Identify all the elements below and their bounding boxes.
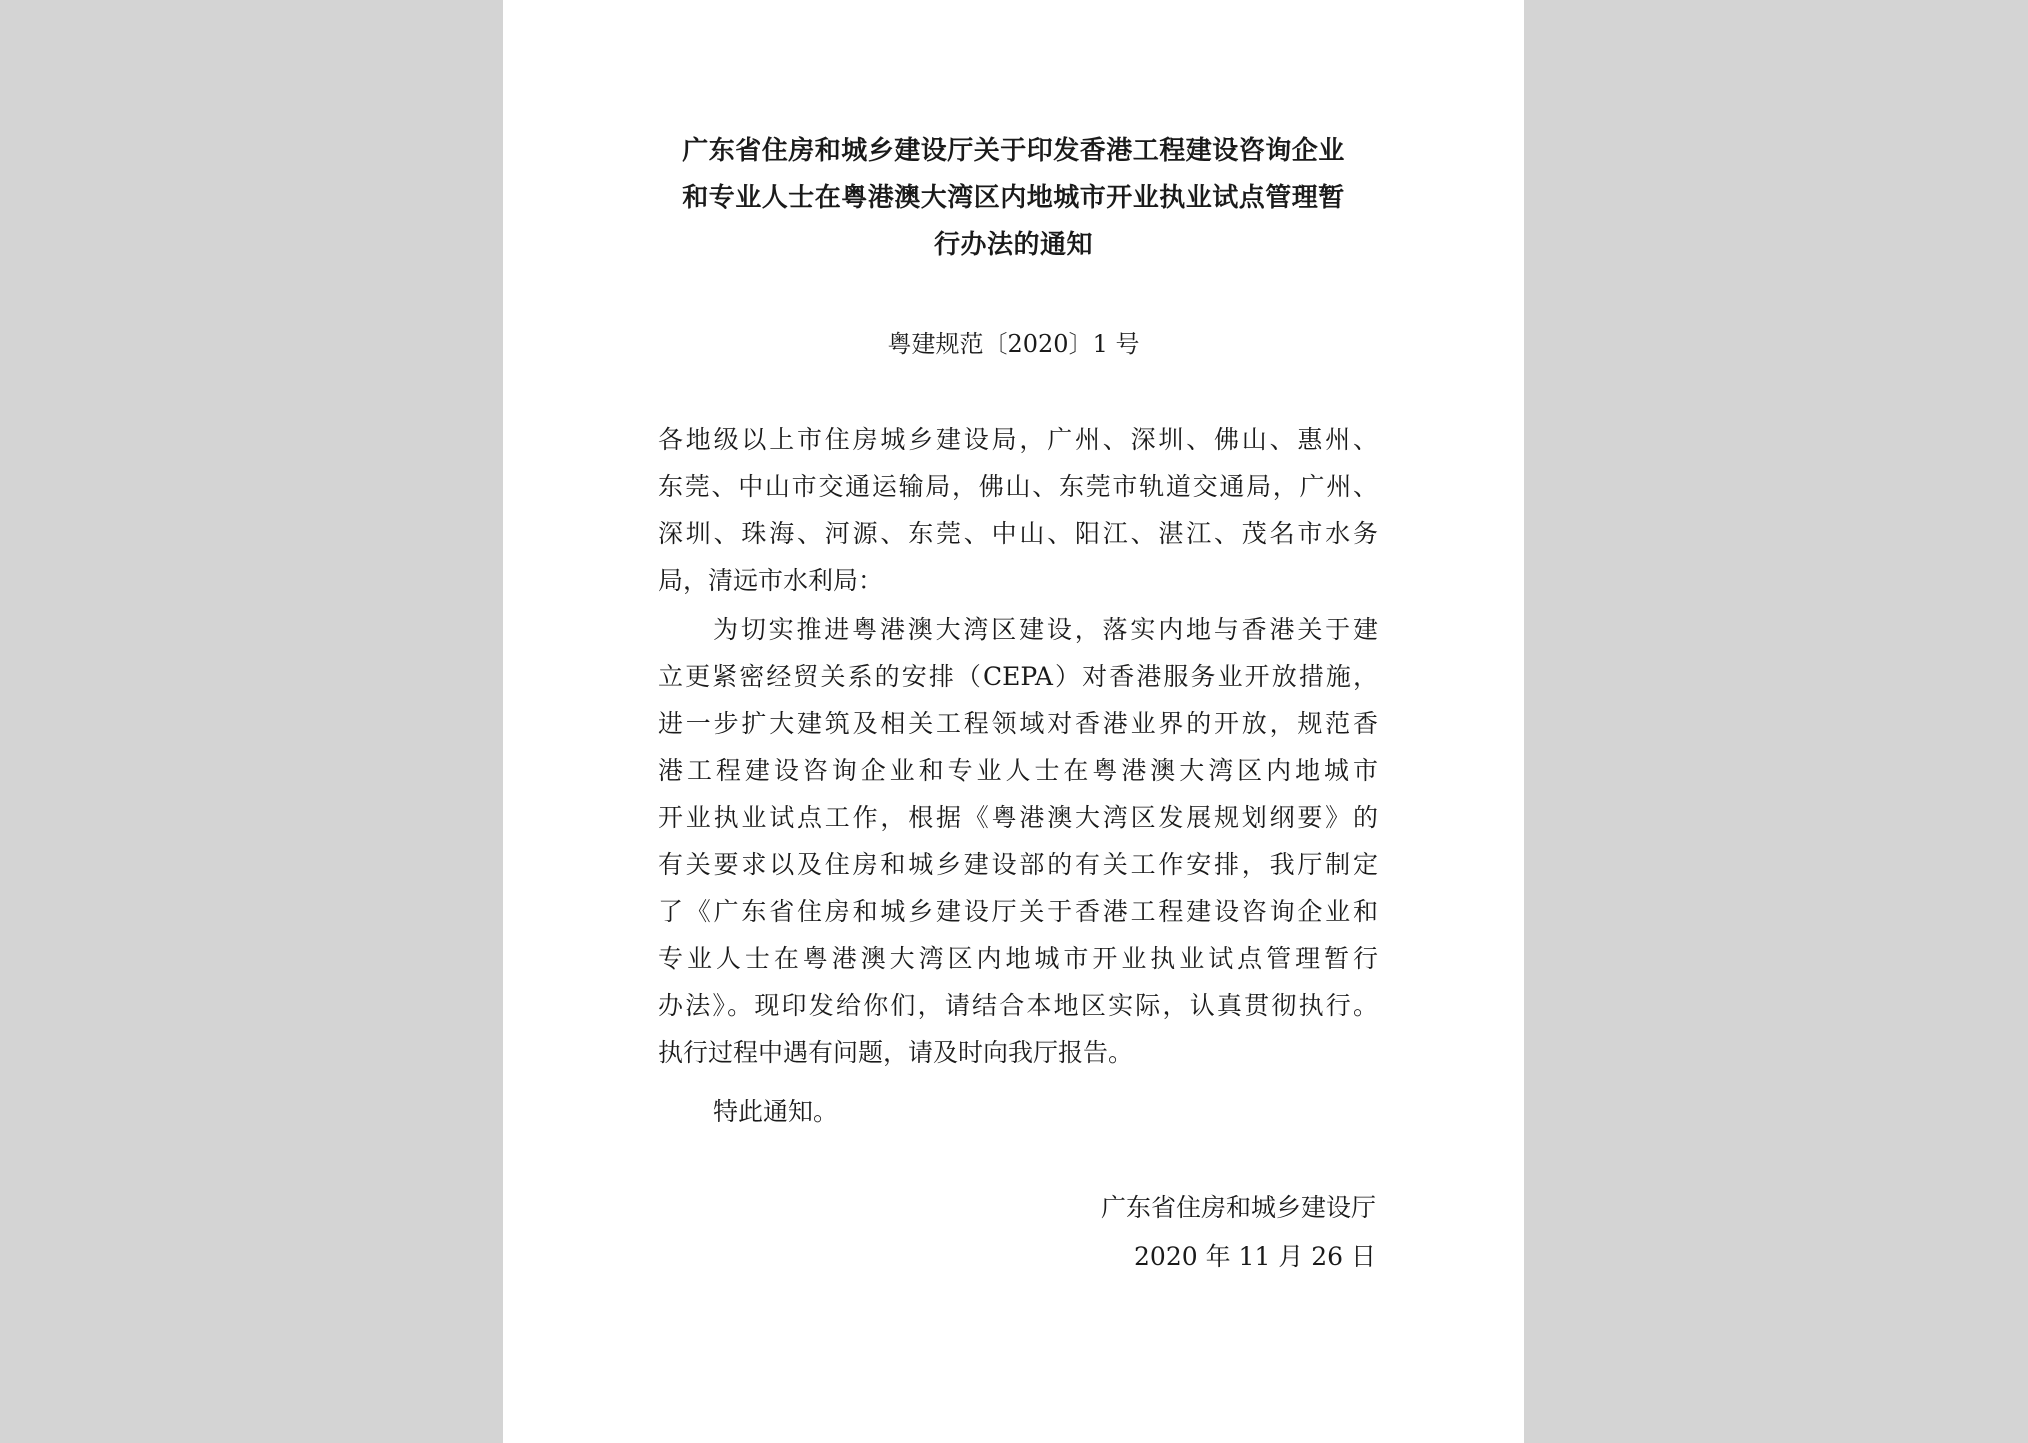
body-line: 港工程建设咨询企业和专业人士在粤港澳大湾区内地城市 [658, 756, 1378, 785]
body-line: 为切实推进粤港澳大湾区建设，落实内地与香港关于建 [713, 615, 1378, 644]
document-number: 粤建规范〔2020〕1 号 [887, 330, 1140, 358]
body-line: 有关要求以及住房和城乡建设部的有关工作安排，我厅制定 [658, 850, 1378, 879]
body-line: 专业人士在粤港澳大湾区内地城市开业执业试点管理暂行 [658, 944, 1378, 973]
signature-organization: 广东省住房和城乡建设厅 [1100, 1193, 1376, 1222]
document-page [503, 0, 1524, 1443]
body-line: 进一步扩大建筑及相关工程领域对香港业界的开放，规范香 [658, 709, 1378, 738]
recipients-line: 深圳、珠海、河源、东莞、中山、阳江、湛江、茂名市水务 [658, 519, 1378, 548]
body-line: 执行过程中遇有问题，请及时向我厅报告。 [658, 1038, 1134, 1067]
title-line: 行办法的通知 [933, 230, 1093, 260]
body-line: 办法》。现印发给你们，请结合本地区实际，认真贯彻执行。 [658, 991, 1378, 1020]
title-line: 和专业人士在粤港澳大湾区内地城市开业执业试点管理暂 [682, 183, 1345, 213]
closing-text: 特此通知。 [713, 1097, 839, 1126]
recipients-line: 各地级以上市住房城乡建设局，广州、深圳、佛山、惠州、 [658, 425, 1378, 454]
signature-date: 2020 年 11 月 26 日 [1134, 1242, 1376, 1271]
recipients-line: 东莞、中山市交通运输局，佛山、东莞市轨道交通局，广州、 [658, 472, 1378, 501]
document-title [503, 128, 1524, 269]
body-line: 了《广东省住房和城乡建设厅关于香港工程建设咨询企业和 [658, 897, 1378, 926]
title-line: 广东省住房和城乡建设厅关于印发香港工程建设咨询企业 [682, 136, 1345, 166]
body-line: 立更紧密经贸关系的安排（CEPA）对香港服务业开放措施， [658, 662, 1378, 691]
recipients-line: 局，清远市水利局： [658, 566, 884, 595]
body-line: 开业执业试点工作，根据《粤港澳大湾区发展规划纲要》的 [658, 803, 1378, 832]
